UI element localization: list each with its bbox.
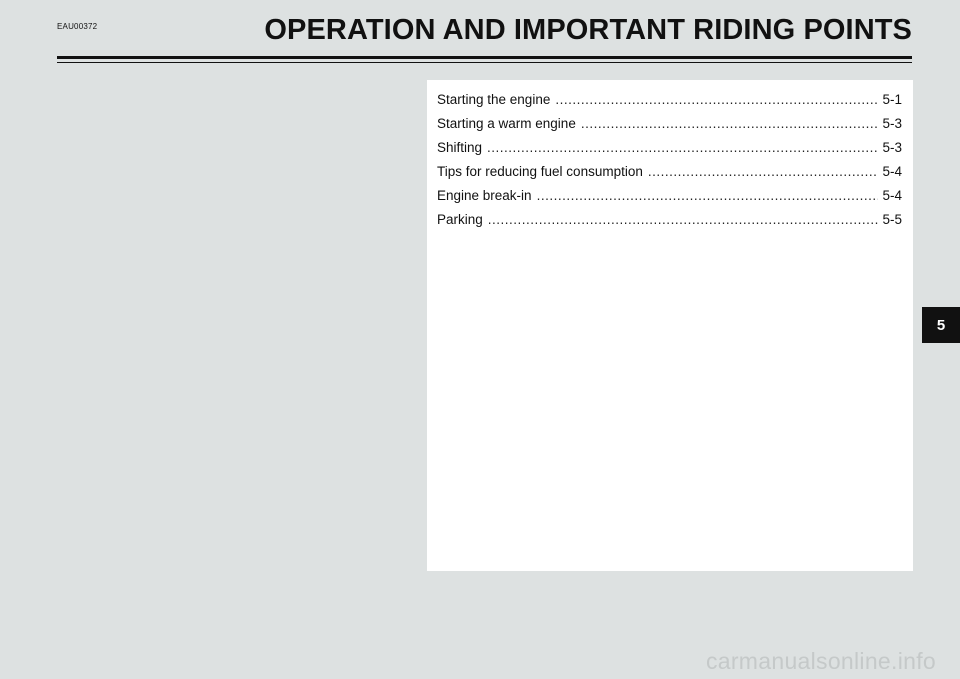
toc-leader-dots: [537, 184, 879, 208]
chapter-tab[interactable]: 5: [922, 307, 960, 343]
toc-entry-page: 5-5: [882, 212, 902, 227]
page-title: OPERATION AND IMPORTANT RIDING POINTS: [264, 14, 912, 46]
toc-entry-title: Tips for reducing fuel consumption: [437, 164, 643, 179]
toc-entry-engine-break-in[interactable]: [437, 184, 902, 208]
toc-leader-dots: [555, 88, 878, 112]
toc-leader-dots: [488, 208, 879, 232]
toc-entry-title: Shifting: [437, 140, 483, 155]
toc-entry-starting-a-warm-engine[interactable]: [437, 112, 902, 136]
document-code: EAU00372: [57, 22, 98, 31]
toc-entry-title: Starting the engine: [437, 92, 551, 107]
header-rule-thin: [57, 62, 912, 63]
toc-entry-starting-the-engine[interactable]: [437, 88, 902, 112]
toc-entry-page: 5-4: [882, 164, 902, 179]
toc-entry-page: 5-3: [882, 116, 902, 131]
toc-entry-title: Parking: [437, 212, 483, 227]
toc-entry-page: 5-4: [882, 188, 902, 203]
toc-entry-shifting[interactable]: [437, 136, 902, 160]
toc-leader-dots: [648, 160, 879, 184]
watermark: carmanualsonline.info: [705, 648, 936, 674]
toc-entry-title: Engine break-in: [437, 188, 532, 203]
toc-entry-title: Starting a warm engine: [437, 116, 576, 131]
toc-entry-parking[interactable]: [437, 208, 902, 232]
table-of-contents: [427, 80, 913, 571]
toc-entry-page: 5-3: [882, 140, 902, 155]
toc-entry-page: 5-1: [882, 92, 902, 107]
toc-leader-dots: [581, 112, 879, 136]
toc-entry-tips-for-reducing-fuel-consumption[interactable]: [437, 160, 902, 184]
header-rule-thick: [57, 56, 912, 59]
toc-leader-dots: [487, 136, 878, 160]
